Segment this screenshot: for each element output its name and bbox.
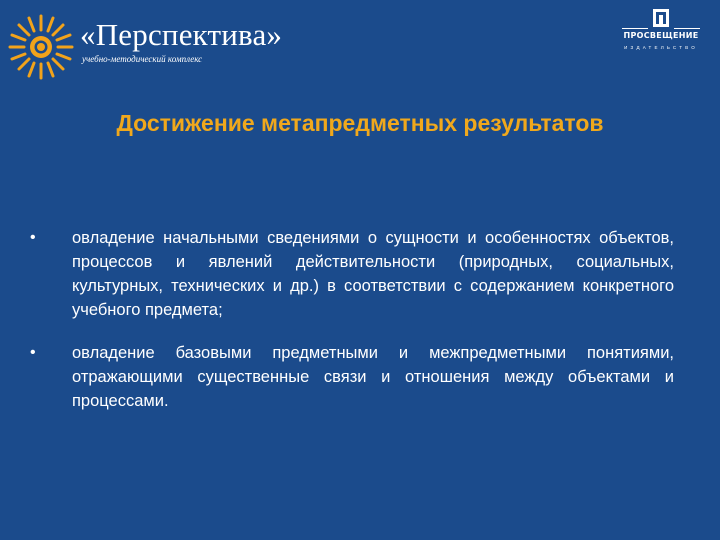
publisher-line-left [622,28,648,29]
bullet-text: овладение начальными сведениями о сущности и особенностях объектов, процессов и явлений действительности (природных, социальных, культурных, технических и др.) в соответствии с содержанием конкретного учебного предмета; [72,229,674,319]
bullet-marker: • [30,344,36,361]
publisher-name: ПРОСВЕЩЕНИЕ [623,31,699,40]
sun-icon [8,14,74,80]
bullet-marker: • [30,229,36,246]
publisher-logo [612,8,710,60]
bullet-text: овладение базовыми предметными и межпредметными понятиями, отражающими существенные связи и отношения между объектами и процессами. [72,344,674,410]
brand-subtitle: учебно-методический комплекс [82,54,203,64]
bullet-list [30,226,674,432]
brand-title: «Перспектива» [80,17,283,52]
publisher-subtitle: ИЗДАТЕЛЬСТВО [624,45,698,50]
slide-title: Достижение метапредметных результатов [116,110,604,136]
building-emblem-icon [652,8,670,33]
bullet-item [30,341,674,413]
bullet-item [30,226,674,322]
publisher-line-right [674,28,700,29]
